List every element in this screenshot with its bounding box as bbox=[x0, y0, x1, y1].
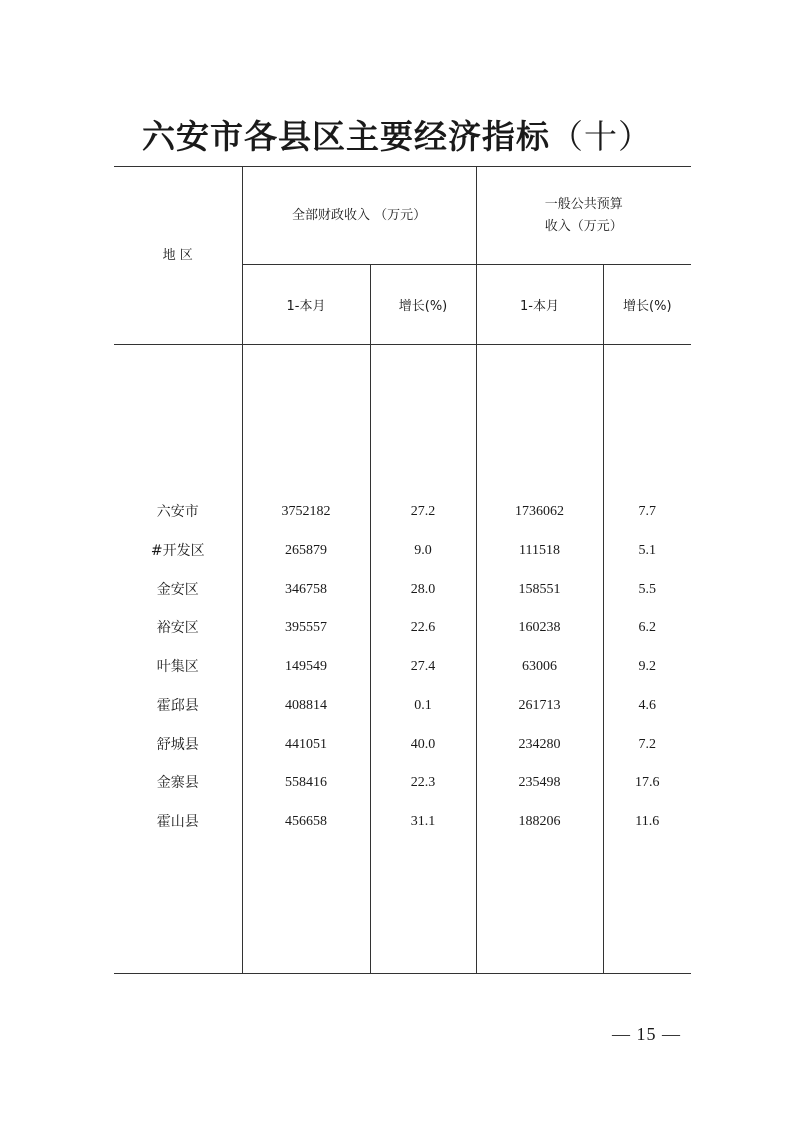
header-sub-total-growth: 增长(%) bbox=[370, 265, 476, 345]
region-cell: 金安区 bbox=[156, 581, 199, 598]
budget-growth-cell: 4.6 bbox=[638, 697, 657, 713]
budget-revenue-cell: 63006 bbox=[522, 659, 558, 674]
budget-growth-cell: 11.6 bbox=[635, 814, 660, 829]
total-growth-cell: 28.0 bbox=[410, 581, 436, 597]
total-revenue-column bbox=[242, 345, 370, 974]
budget-revenue-cell: 160238 bbox=[518, 620, 561, 636]
budget-growth-cell: 7.2 bbox=[638, 736, 657, 752]
total-revenue-cell: 441051 bbox=[285, 736, 327, 752]
header-total-revenue: 全部财政收入 （万元） bbox=[242, 167, 476, 265]
region-cell: #开发区 bbox=[150, 542, 205, 559]
budget-revenue-cell: 234280 bbox=[518, 736, 561, 752]
total-revenue-cell: 346758 bbox=[285, 581, 327, 597]
total-revenue-cell: 395557 bbox=[285, 620, 327, 636]
budget-growth-cell: 5.5 bbox=[638, 581, 657, 597]
total-revenue-cell: 265879 bbox=[285, 542, 327, 558]
region-cell: 叶集区 bbox=[156, 659, 199, 675]
region-column bbox=[114, 345, 242, 974]
budget-growth-cell: 17.6 bbox=[635, 775, 660, 791]
header-budget-line1: 一般公共预算 bbox=[544, 196, 623, 212]
header-sub-budget-ytd: 1-本月 bbox=[476, 265, 603, 345]
total-growth-cell: 22.6 bbox=[410, 620, 436, 636]
header-budget-line2: 收入（万元） bbox=[544, 218, 623, 234]
total-revenue-cell: 408814 bbox=[285, 697, 327, 713]
region-cell: 六安市 bbox=[156, 504, 199, 520]
region-cell: 舒城县 bbox=[156, 736, 199, 753]
table-body-row bbox=[114, 345, 691, 974]
budget-growth-cell: 9.2 bbox=[638, 659, 657, 674]
total-growth-cell: 0.1 bbox=[414, 697, 432, 713]
header-sub-budget-growth: 增长(%) bbox=[603, 265, 691, 345]
region-cell: 金寨县 bbox=[156, 775, 199, 792]
budget-revenue-cell: 158551 bbox=[518, 581, 561, 597]
region-cell: 霍邱县 bbox=[156, 697, 199, 714]
total-growth-column bbox=[370, 345, 476, 974]
total-revenue-cell: 456658 bbox=[285, 814, 327, 829]
title-main: 六安市各县区主要经济指标 bbox=[142, 117, 550, 156]
total-growth-cell: 22.3 bbox=[410, 775, 436, 791]
budget-revenue-cell: 235498 bbox=[518, 775, 561, 791]
total-revenue-cell: 3752182 bbox=[281, 504, 331, 519]
title-suffix: （十） bbox=[550, 117, 652, 156]
economic-indicators-table bbox=[114, 166, 691, 974]
page-title bbox=[0, 112, 794, 162]
header-region: 地 区 bbox=[114, 167, 242, 345]
total-growth-cell: 27.4 bbox=[410, 659, 436, 674]
budget-growth-cell: 5.1 bbox=[638, 542, 657, 558]
budget-growth-cell: 6.2 bbox=[638, 620, 657, 636]
total-revenue-cell: 558416 bbox=[285, 775, 327, 791]
total-growth-cell: 9.0 bbox=[414, 542, 432, 558]
budget-growth-cell: 7.7 bbox=[638, 504, 657, 519]
total-growth-cell: 27.2 bbox=[410, 504, 436, 519]
budget-revenue-cell: 111518 bbox=[519, 542, 560, 558]
header-row-top bbox=[114, 167, 691, 265]
budget-revenue-cell: 188206 bbox=[518, 814, 561, 829]
header-sub-total-ytd: 1-本月 bbox=[242, 265, 370, 345]
budget-growth-column bbox=[603, 345, 691, 974]
budget-revenue-cell: 261713 bbox=[518, 697, 561, 713]
page-number: — 15 — bbox=[612, 1024, 681, 1044]
region-cell: 霍山县 bbox=[156, 814, 199, 830]
region-cell: 裕安区 bbox=[156, 620, 199, 637]
total-growth-cell: 31.1 bbox=[410, 814, 436, 829]
total-growth-cell: 40.0 bbox=[410, 736, 436, 752]
economic-indicators-table-container bbox=[114, 166, 691, 972]
header-budget-revenue bbox=[476, 167, 691, 265]
budget-revenue-column bbox=[476, 345, 603, 974]
total-revenue-cell: 149549 bbox=[285, 659, 327, 674]
budget-revenue-cell: 1736062 bbox=[515, 504, 565, 519]
